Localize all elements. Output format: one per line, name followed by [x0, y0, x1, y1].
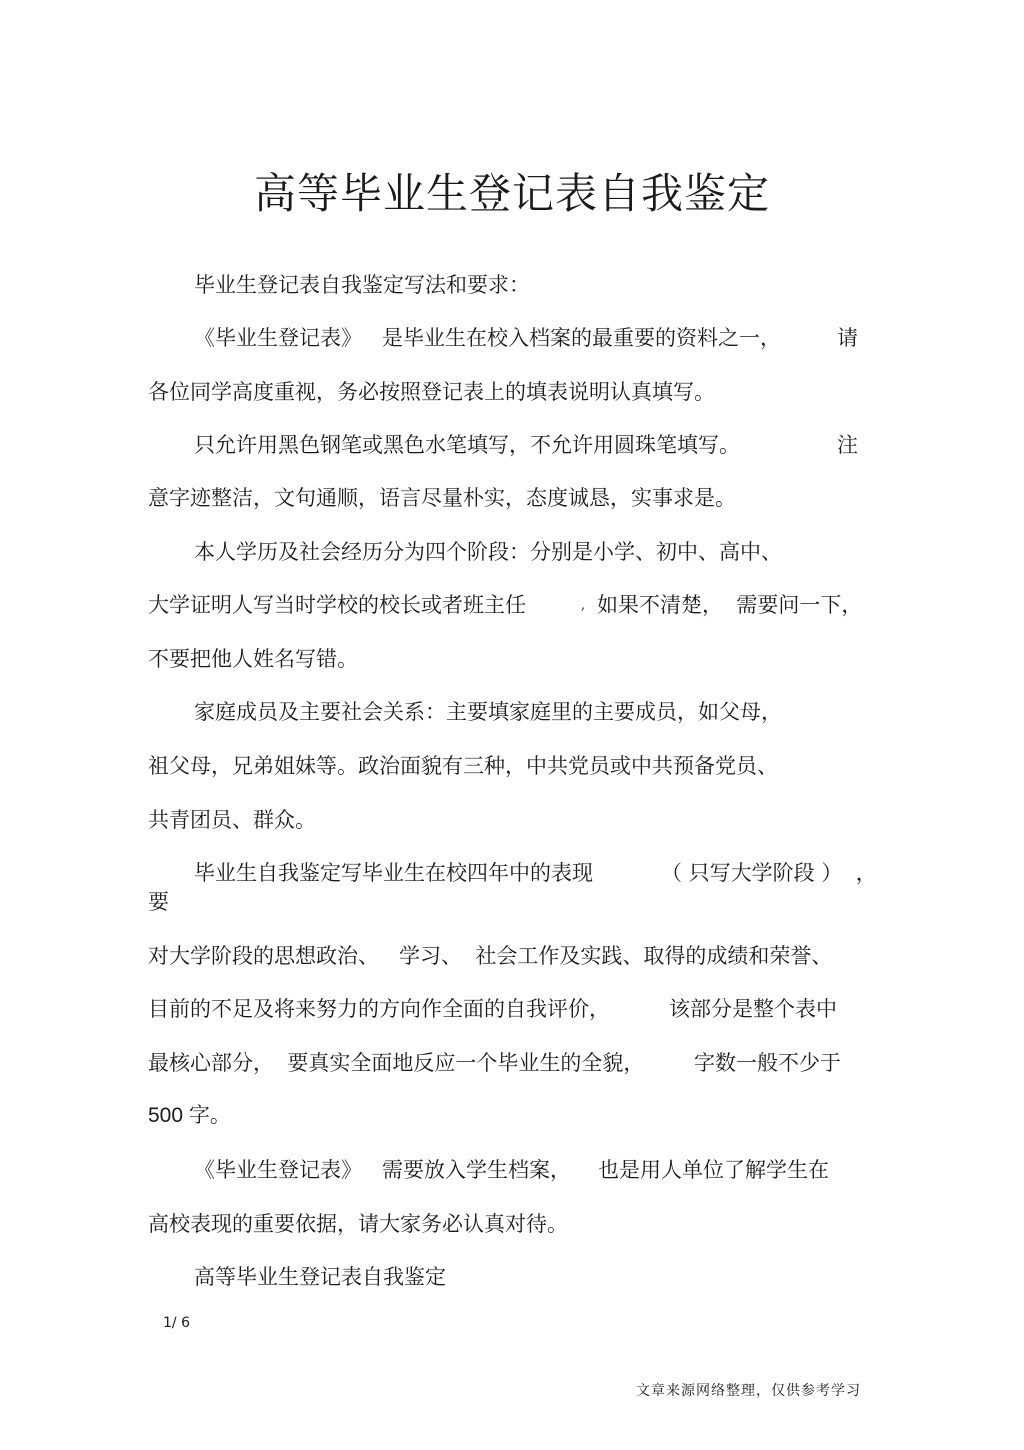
paragraph-line-fragment: 该部分是整个表中 [669, 997, 837, 1021]
paragraph-line: 对大学阶段的思想政治、 学习、 社会工作及实践、取得的成绩和荣誉、 [148, 944, 833, 968]
paragraph-line: 家庭成员及主要社会关系：主要填家庭里的主要成员，如父母， [194, 700, 782, 724]
paragraph-line-fragment: 字数一般不少于 [694, 1051, 841, 1075]
paragraph-line: 共青团员、群众。 [148, 808, 316, 832]
paragraph-line-fragment: 也是用人单位了解学生在 [598, 1158, 829, 1182]
paragraph-line: 500 字。 [148, 1104, 231, 1127]
paragraph-line: 毕业生自我鉴定写毕业生在校四年中的表现 [194, 861, 593, 885]
paragraph-line: 意字迹整洁，文句通顺，语言尽量朴实，态度诚恳，实事求是。 [148, 486, 736, 510]
paragraph-line-fragment: 注 [837, 433, 858, 457]
paragraph-line: 祖父母，兄弟姐妹等。政治面貌有三种，中共党员或中共预备党员、 [148, 754, 778, 778]
paragraph-line: 大学证明人写当时学校的校长或者班主任 [148, 593, 526, 617]
paragraph-line: 目前的不足及将来努力的方向作全面的自我评价， [148, 997, 610, 1021]
paragraph-line: 只允许用黑色钢笔或黑色水笔填写，不允许用圆珠笔填写。 [194, 433, 740, 457]
paragraph-line-fragment: 要 [148, 890, 169, 914]
paragraph-line-fragment: 如果不清楚， 需要问一下， [597, 593, 863, 617]
source-note: 文章来源网络整理，仅供参考学习 [636, 1383, 861, 1399]
paragraph-line: 各位同学高度重视，务必按照登记表上的填表说明认真填写。 [148, 380, 715, 404]
paragraph-line: 本人学历及社会经历分为四个阶段：分别是小学、初中、高中、 [194, 540, 782, 564]
paragraph-line: 《毕业生登记表》 是毕业生在校入档案的最重要的资料之一， [194, 326, 782, 350]
paragraph-line-fragment: , [581, 598, 586, 613]
paragraph-line-fragment: 请 [837, 326, 858, 350]
page-number: 1/ 6 [163, 1315, 190, 1331]
paragraph-line-fragment: （ 只写大学阶段 ） ， [661, 861, 877, 885]
paragraph-line: 不要把他人姓名写错。 [148, 647, 358, 671]
paragraph-line: 毕业生登记表自我鉴定写法和要求： [194, 273, 530, 297]
paragraph-line: 《毕业生登记表》 需要放入学生档案， [194, 1158, 572, 1182]
paragraph-line: 高等毕业生登记表自我鉴定 [194, 1265, 446, 1289]
paragraph-line: 高校表现的重要依据，请大家务必认真对待。 [148, 1212, 568, 1236]
document-title: 高等毕业生登记表自我鉴定 [253, 169, 770, 218]
paragraph-line: 最核心部分， 要真实全面地反应一个毕业生的全貌， [148, 1051, 645, 1075]
